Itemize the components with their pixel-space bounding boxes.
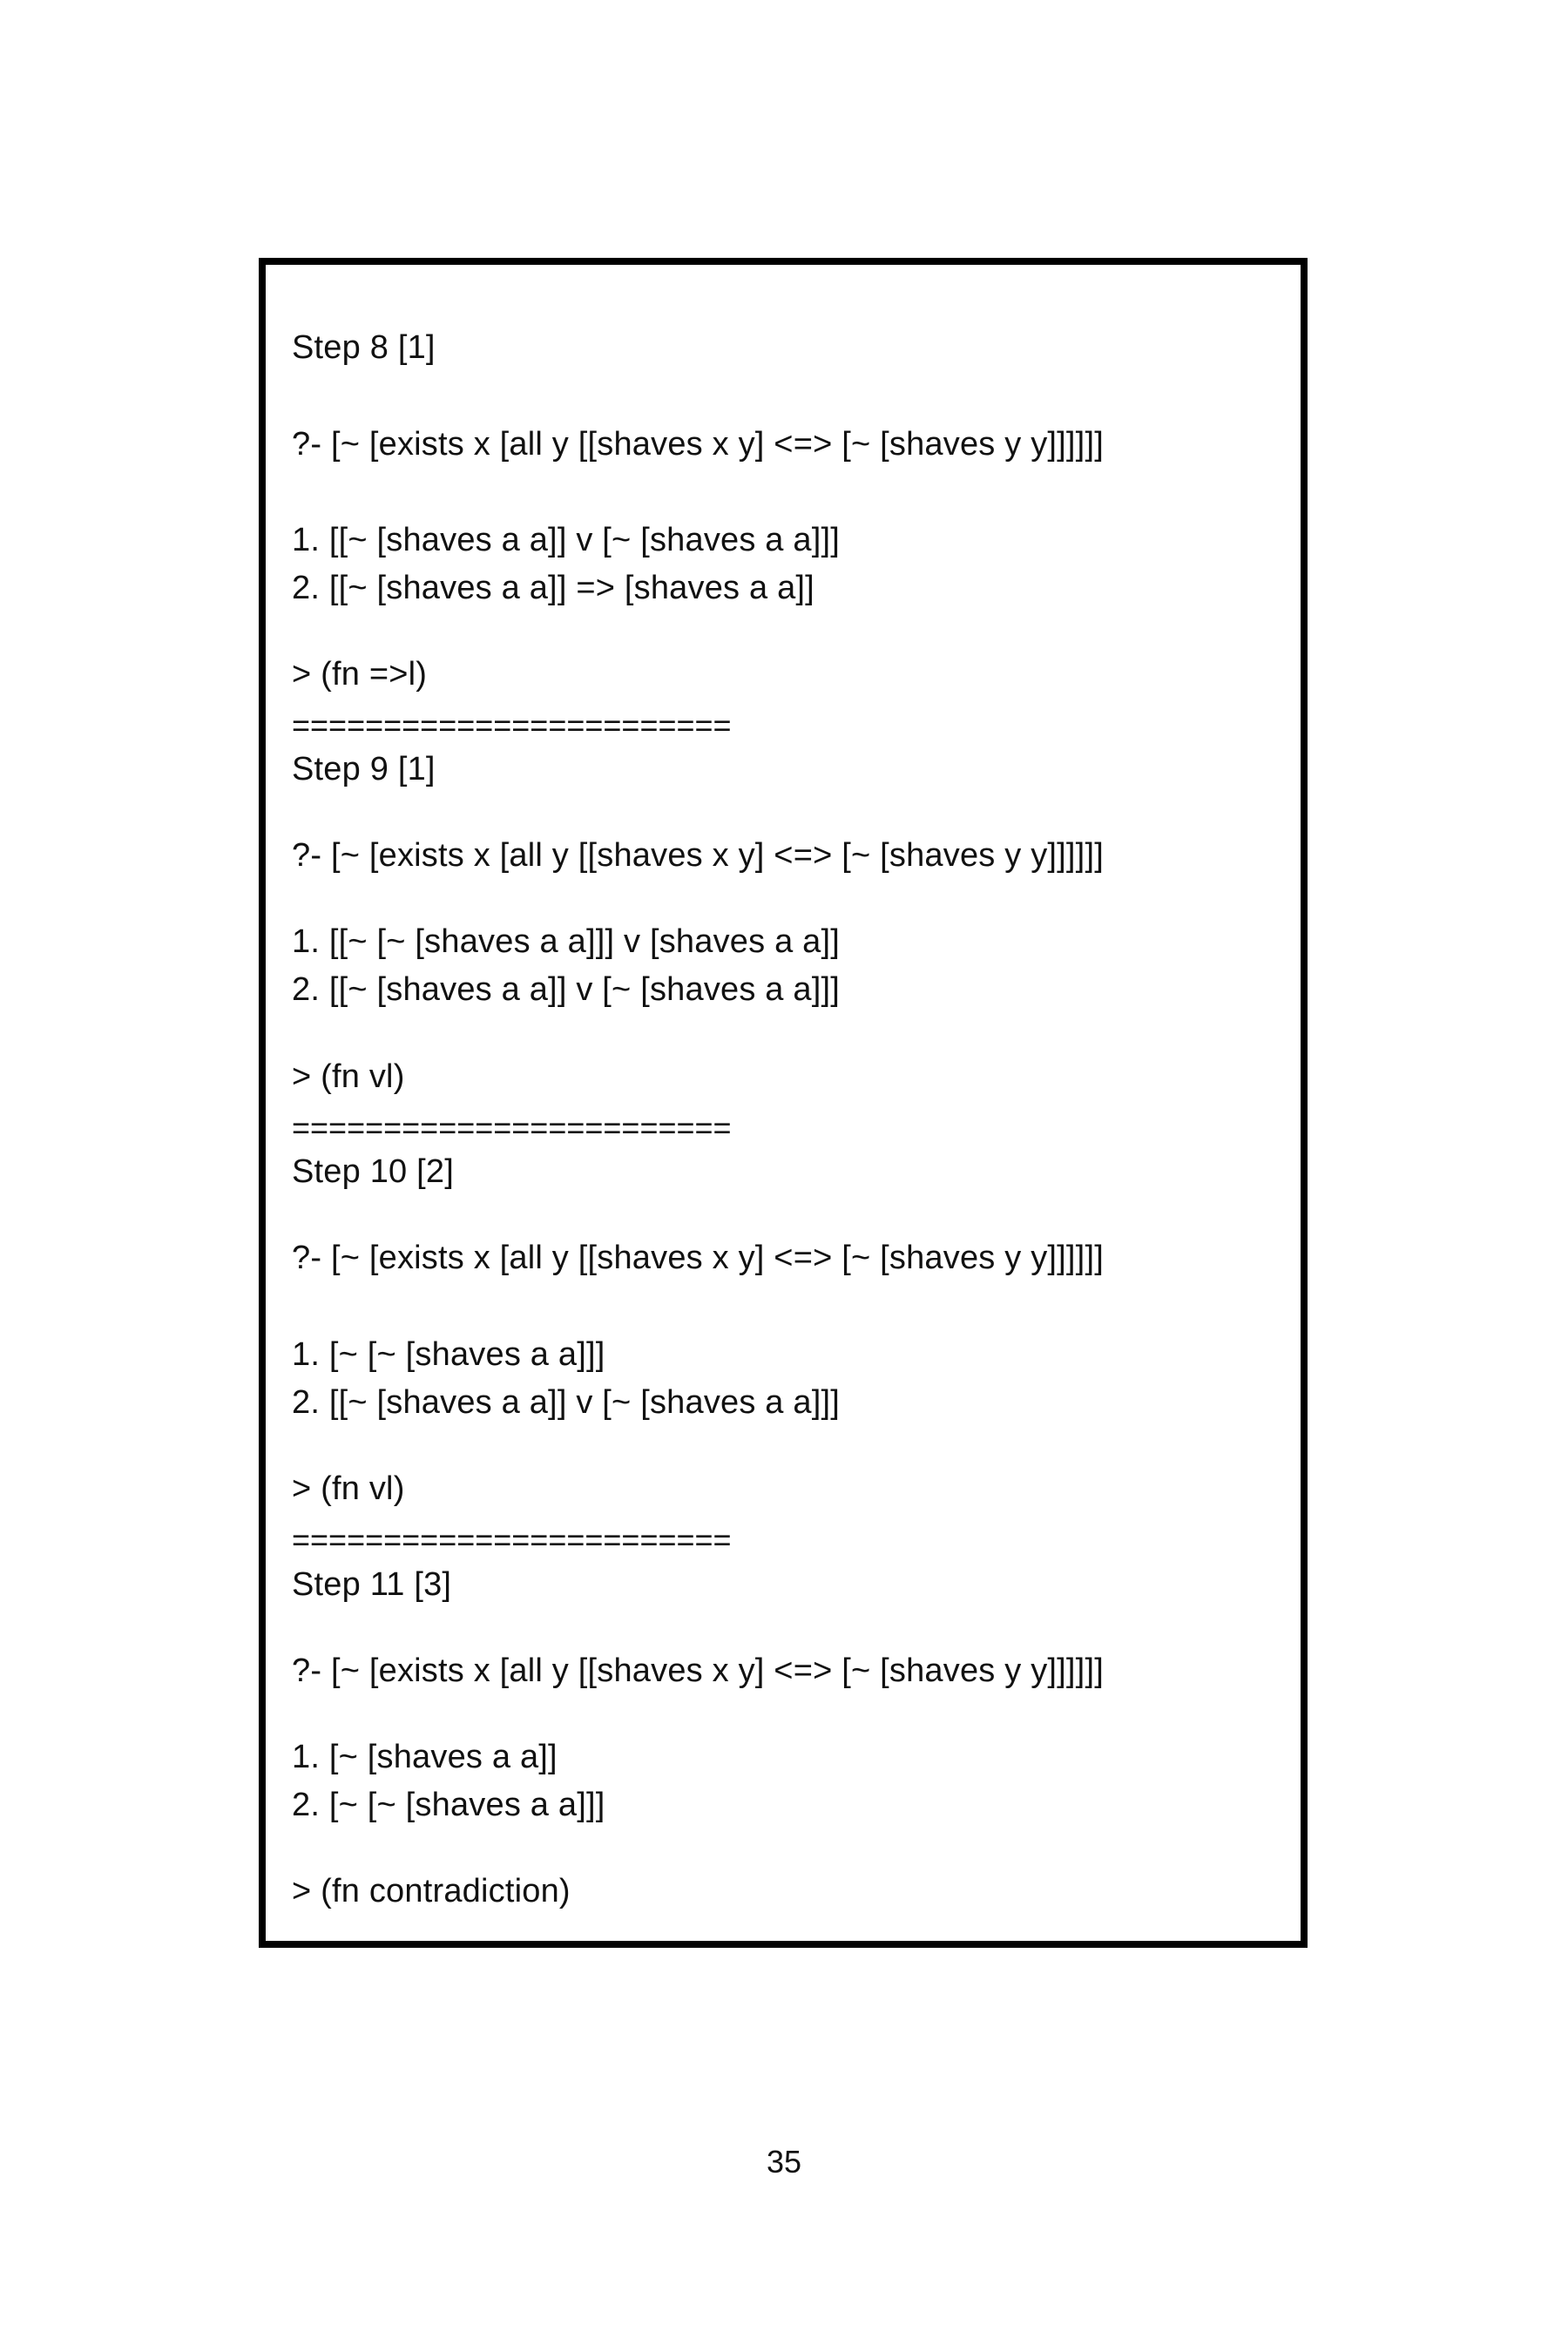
premise-line: 2. [[~ [shaves a a]] v [~ [shaves a a]]] [292, 1384, 841, 1421]
step-command: > (fn vl) [292, 1058, 405, 1095]
step-separator: ======================== [292, 1522, 732, 1558]
proof-frame [259, 258, 1308, 1948]
step-goal: ?- [~ [exists x [all y [[shaves x y] <=> [~ [shaves y y]]]]]] [292, 837, 1104, 874]
premise-line: 2. [[~ [shaves a a]] v [~ [shaves a a]]] [292, 971, 841, 1008]
premise-line: 1. [[~ [~ [shaves a a]]] v [shaves a a]] [292, 923, 841, 960]
step-goal: ?- [~ [exists x [all y [[shaves x y] <=> [~ [shaves y y]]]]]] [292, 1652, 1104, 1689]
step-title: Step 11 [3] [292, 1566, 452, 1603]
step-title: Step 10 [2] [292, 1153, 455, 1190]
step-command: > (fn =>l) [292, 656, 428, 693]
step-command: > (fn contradiction) [292, 1873, 571, 1909]
premise-line: 1. [~ [shaves a a]] [292, 1739, 558, 1775]
step-separator: ======================== [292, 1110, 732, 1146]
premise-line: 2. [~ [~ [shaves a a]]] [292, 1787, 605, 1823]
step-title: Step 8 [1] [292, 329, 436, 366]
premise-line: 1. [[~ [shaves a a]] v [~ [shaves a a]]] [292, 522, 841, 558]
step-command: > (fn vl) [292, 1470, 405, 1507]
step-goal: ?- [~ [exists x [all y [[shaves x y] <=> [~ [shaves y y]]]]]] [292, 1240, 1104, 1276]
premise-line: 2. [[~ [shaves a a]] => [shaves a a]] [292, 570, 814, 606]
page-number: 35 [766, 2144, 802, 2180]
step-separator: ======================== [292, 707, 732, 743]
step-goal: ?- [~ [exists x [all y [[shaves x y] <=> [~ [shaves y y]]]]]] [292, 426, 1104, 463]
step-title: Step 9 [1] [292, 751, 436, 787]
premise-line: 1. [~ [~ [shaves a a]]] [292, 1336, 605, 1373]
